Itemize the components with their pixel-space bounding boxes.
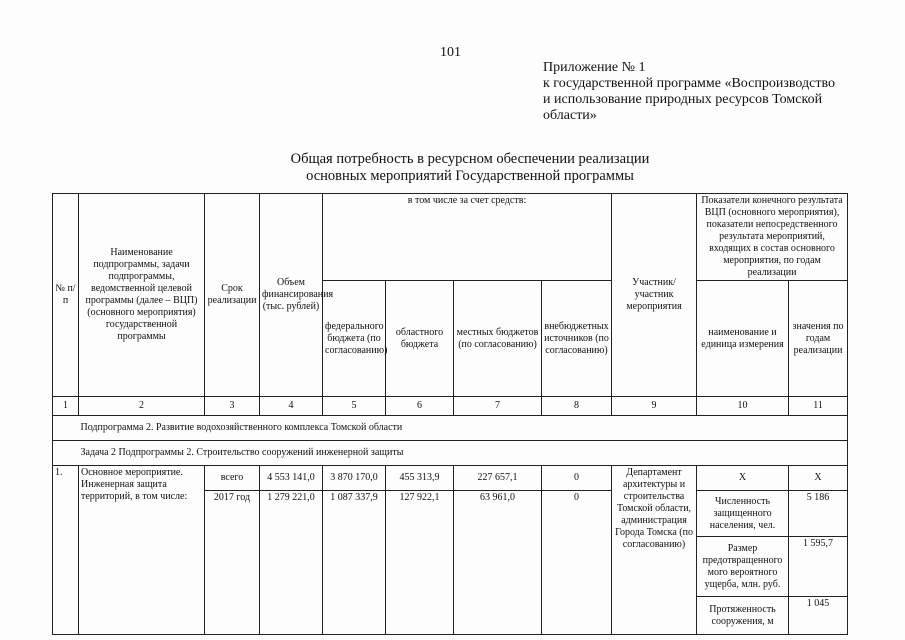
extra-total: 0 [542,466,612,491]
local-total: 227 657,1 [454,466,542,491]
col-number: 3 [205,397,260,416]
resource-table [52,193,848,635]
term-2017: 2017 год [205,491,260,635]
volume-total: 4 553 141,0 [260,466,323,491]
indicator-value: 5 186 [789,491,848,537]
header-term: Срок реализации [205,194,260,397]
header-local: местных бюджетов (по согласованию) [454,281,542,397]
header-federal: федерального бюджета (по согласованию) [323,281,386,397]
subprogram-title: Подпрограмма 2. Развитие водохозяйственного комплекса Томской области [79,416,848,441]
header-name: Наименование подпрограммы, задачи подпрограммы, ведомственной целевой программы (далее – ВЦП) (основного мероприятия) государственной программы [79,194,205,397]
header-extra: внебюджетных источников (по согласованию) [542,281,612,397]
col-number: 1 [53,397,79,416]
col-number: 7 [454,397,542,416]
page-number: 101 [440,45,461,60]
document-title [255,151,685,185]
term-total: всего [205,466,260,491]
title-line: Общая потребность в ресурсном обеспечении реализации [290,151,650,167]
col-number: 4 [260,397,323,416]
col-number: 10 [697,397,789,416]
header-participant: Участник/ участник мероприятия [612,194,697,397]
extra-2017: 0 [542,491,612,635]
indicator-name-total: Х [697,466,789,491]
header-sources-group: в том числе за счет средств: [323,194,612,281]
header-num: № п/п [53,194,79,397]
col-number: 9 [612,397,697,416]
appendix-header [543,60,846,124]
local-2017: 63 961,0 [454,491,542,635]
indicator-value: 1 595,7 [789,537,848,597]
indicator-value-total: Х [789,466,848,491]
appendix-title: Приложение № 1 [543,60,646,75]
indicator-name: Протяженность сооружения, м [697,597,789,635]
volume-2017: 1 279 221,0 [260,491,323,635]
col-number: 8 [542,397,612,416]
regional-total: 455 313,9 [386,466,454,491]
indicator-name: Размер предотвращенного мого вероятного ущерба, млн. руб. [697,537,789,597]
row-num: 1. [53,466,79,635]
federal-2017: 1 087 337,9 [323,491,386,635]
col-number: 2 [79,397,205,416]
appendix-line: области» [543,108,597,123]
title-line: основных мероприятий Государственной программы [306,168,634,184]
col-number: 5 [323,397,386,416]
header-regional: областного бюджета [386,281,454,397]
indicator-name: Численность защищенного населения, чел. [697,491,789,537]
header-indicator-value: значения по годам реализации [789,281,848,397]
appendix-line: к государственной программе «Воспроизводство [543,76,835,91]
regional-2017: 127 922,1 [386,491,454,635]
column-number-row [53,397,848,416]
indicator-value: 1 045 [789,597,848,635]
col-number: 6 [386,397,454,416]
federal-total: 3 870 170,0 [323,466,386,491]
header-indicators-group: Показатели конечного результата ВЦП (основного мероприятия), показатели непосредственного результата мероприятий, входящих в состав основного мероприятия, по годам реализации [697,194,848,281]
header-indicator-name: наименование и единица измерения [697,281,789,397]
row-participant: Департамент архитектуры и строительства Томской области, администрация Города Томска (по согласованию) [612,466,697,635]
subprogram-row [53,416,848,441]
appendix-line: и использование природных ресурсов Томской [543,92,823,107]
col-number: 11 [789,397,848,416]
header-volume: Объем финансирования (тыс. рублей) [260,194,323,397]
row-name: Основное мероприятие. Инженерная защита территорий, в том числе: [79,466,205,635]
task-row [53,441,848,466]
task-title: Задача 2 Подпрограммы 2. Строительство сооружений инженерной защиты [79,441,848,466]
table-row [53,466,848,491]
